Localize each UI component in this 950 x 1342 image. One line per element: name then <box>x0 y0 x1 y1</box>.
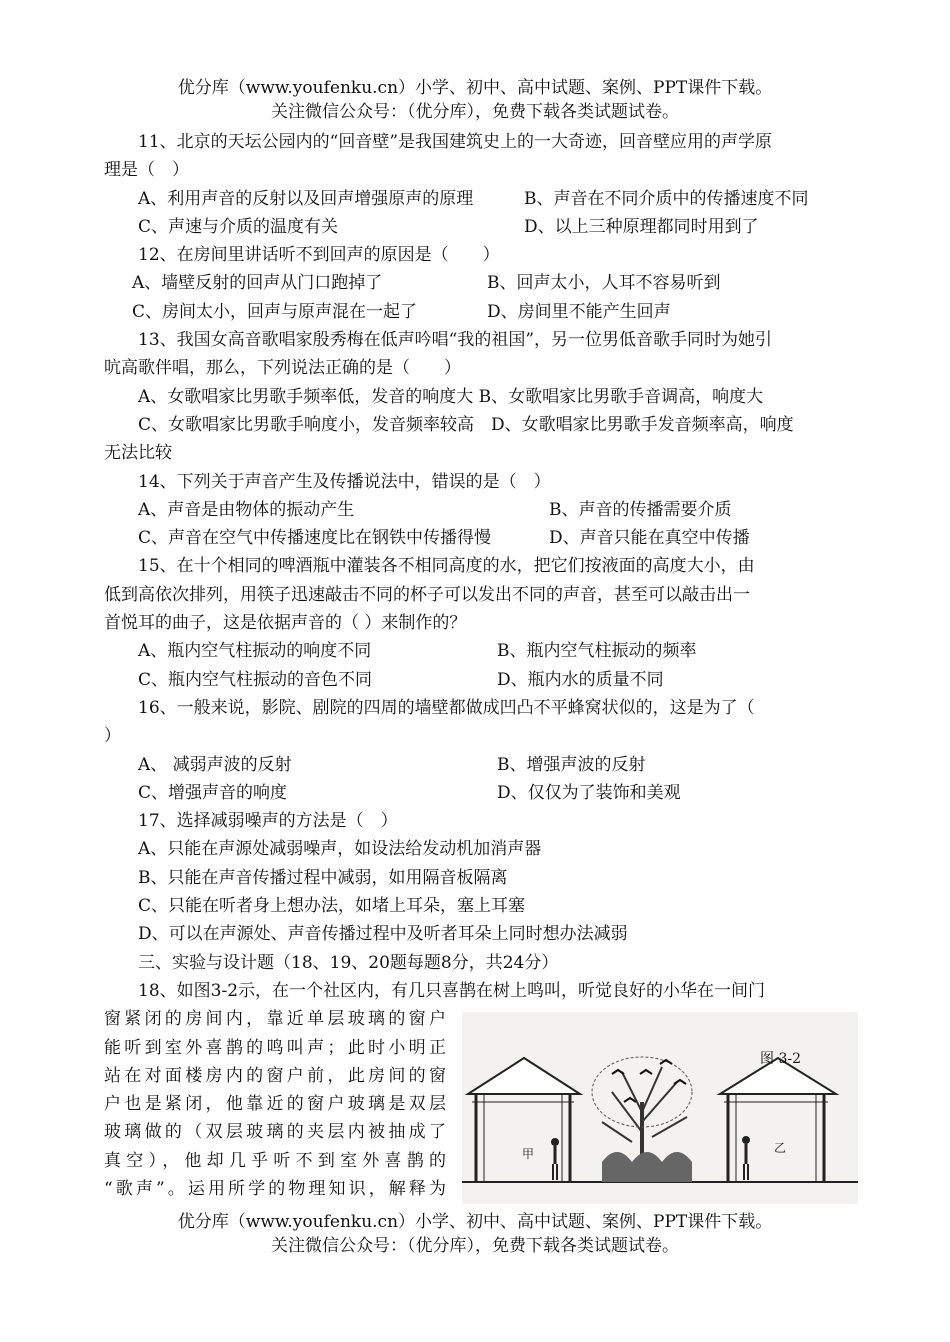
q15-option-c: C、瓶内空气柱振动的音色不同 <box>138 669 373 690</box>
q16-option-b: B、增强声波的反射 <box>497 754 646 775</box>
q11-options-ab <box>104 185 849 213</box>
q17-option-c: C、只能在听者身上想办法，如堵上耳朵，塞上耳塞 <box>138 896 526 917</box>
q14-option-c: C、声音在空气中传播速度比在钢铁中传播得慢 <box>138 528 492 549</box>
q12-option-a: A、墙壁反射的回声从门口跑掉了 <box>132 273 383 294</box>
q18-line-6: 玻璃做的（双层玻璃的夹层内被抽成了 <box>104 1122 446 1143</box>
q14-option-b: B、声音的传播需要介质 <box>549 499 732 520</box>
q16-options-ab <box>104 751 849 779</box>
q15-stem: 15、在十个相同的啤酒瓶中灌装各不相同高度的水，把它们按液面的高度大小，由 <box>138 556 755 577</box>
q18-line-5: 户也是紧闭，他靠近的窗户玻璃是双层 <box>104 1094 446 1115</box>
footer-line-2: 关注微信公众号：（优分库），免费下载各类试题试卷。 <box>271 1236 679 1256</box>
q16-option-d: D、仅仅为了装饰和美观 <box>497 782 681 803</box>
q12-options-ab <box>104 269 849 297</box>
q12-stem: 12、在房间里讲话听不到回声的原因是（ ） <box>138 245 500 266</box>
q13-stem: 13、我国女高音歌唱家殷秀梅在低声吟唱“我的祖国”，另一位男低音歌手同时为她引 <box>138 330 773 351</box>
q16-stem-cont: ） <box>104 726 121 747</box>
q11-options-cd <box>104 213 849 241</box>
q13-stem-cont: 吭高歌伴唱，那么，下列说法正确的是（ ） <box>104 358 461 379</box>
q15-stem-cont-1: 低到高依次排列，用筷子迅速敲击不同的杯子可以发出不同的声音，甚至可以敲击出一 <box>104 584 750 605</box>
houses-tree-illustration <box>462 1012 858 1204</box>
right-house-label: 乙 <box>774 1141 787 1155</box>
q11-option-a: A、利用声音的反射以及回声增强原声的原理 <box>138 188 474 209</box>
q16-option-c: C、增强声音的响度 <box>138 782 288 803</box>
left-house <box>468 1058 580 1182</box>
q15-stem-cont-2: 首悦耳的曲子，这是依据声音的（ ）来制作的？ <box>104 613 467 634</box>
q12-option-b: B、回声太小，人耳不容易听到 <box>487 273 721 294</box>
q18-stem: 18、如图3-2示，在一个社区内，有几只喜鹊在树上鸣叫，听觉良好的小华在一间门 <box>138 980 766 1001</box>
q15-options-ab <box>104 637 849 665</box>
q18-line-8: “歌声”。运用所学的物理知识，解释为 <box>104 1178 446 1199</box>
q13-options-cd-cont: 无法比较 <box>104 443 172 464</box>
right-house <box>720 1058 836 1182</box>
q14-options-cd <box>104 524 849 552</box>
q16-option-a: A、 减弱声波的反射 <box>138 754 292 775</box>
q11-option-c: C、声速与介质的温度有关 <box>138 216 339 237</box>
q11-option-b: B、声音在不同介质中的传播速度不同 <box>524 188 809 209</box>
q17-option-d: D、可以在声源处、声音传播过程中及听者耳朵上同时想办法减弱 <box>138 924 628 945</box>
left-house-label: 甲 <box>522 1147 535 1161</box>
tree-with-birds <box>592 1057 692 1182</box>
header-line-2: 关注微信公众号：（优分库），免费下载各类试题试卷。 <box>271 102 679 122</box>
q11-option-d: D、以上三种原理都同时用到了 <box>524 216 759 237</box>
q12-option-c: C、房间太小，回声与原声混在一起了 <box>132 301 418 322</box>
footer-line-1: 优分库（www.youfenku.cn）小学、初中、高中试题、案例、PPT课件下载。 <box>177 1212 773 1232</box>
section-3-heading: 三、实验与设计题（18、19、20题每题8分，共24分） <box>138 952 559 973</box>
q15-options-cd <box>104 666 849 694</box>
header-line-1: 优分库（www.youfenku.cn）小学、初中、高中试题、案例、PPT课件下载。 <box>177 78 773 98</box>
q11-stem: 11、北京的天坛公园内的“回音壁”是我国建筑史上的一大奇迹，回音壁应用的声学原 <box>138 132 773 152</box>
q14-options-ab <box>104 496 849 524</box>
q15-option-d: D、瓶内水的质量不同 <box>497 669 664 690</box>
page-header <box>0 76 950 124</box>
q18-line-3: 能听到室外喜鹊的鸣叫声；此时小明正 <box>104 1037 446 1058</box>
q17-option-a: A、只能在声源处减弱噪声，如设法给发动机加消声器 <box>138 839 542 860</box>
q12-option-d: D、房间里不能产生回声 <box>487 301 671 322</box>
q15-option-b: B、瓶内空气柱振动的频率 <box>497 641 697 662</box>
q13-options-cd: C、女歌唱家比男歌手响度小，发音频率较高 D、女歌唱家比男歌手发音频率高，响度 <box>138 414 794 435</box>
q18-line-7: 真空），他却几乎听不到室外喜鹊的 <box>104 1150 446 1171</box>
q16-options-cd <box>104 779 849 807</box>
figure-3-2 <box>462 1012 858 1204</box>
q17-option-b: B、只能在声音传播过程中减弱，如用隔音板隔离 <box>138 867 508 888</box>
q15-option-a: A、瓶内空气柱振动的响度不同 <box>138 641 372 662</box>
q18-line-4: 站在对面楼房内的窗户前，此房间的窗 <box>104 1065 446 1086</box>
q14-stem: 14、下列关于声音产生及传播说法中，错误的是（ ） <box>138 471 551 492</box>
q12-options-cd <box>104 298 849 326</box>
q18-line-2: 窗紧闭的房间内，靠近单层玻璃的窗户 <box>104 1009 446 1030</box>
figure-label: 图 3-2 <box>760 1051 801 1067</box>
q14-option-d: D、声音只能在真空中传播 <box>549 528 750 549</box>
page-footer <box>0 1210 950 1258</box>
q16-stem: 16、一般来说，影院、剧院的四周的墙壁都做成凹凸不平蜂窝状似的，这是为了（ <box>138 697 755 718</box>
q13-options-ab: A、女歌唱家比男歌手频率低，发音的响度大 B、女歌唱家比男歌手音调高，响度大 <box>138 386 764 407</box>
q14-option-a: A、声音是由物体的振动产生 <box>138 499 355 520</box>
q17-stem: 17、选择减弱噪声的方法是（ ） <box>138 811 398 832</box>
q11-stem-cont: 理是（ ） <box>104 160 189 181</box>
